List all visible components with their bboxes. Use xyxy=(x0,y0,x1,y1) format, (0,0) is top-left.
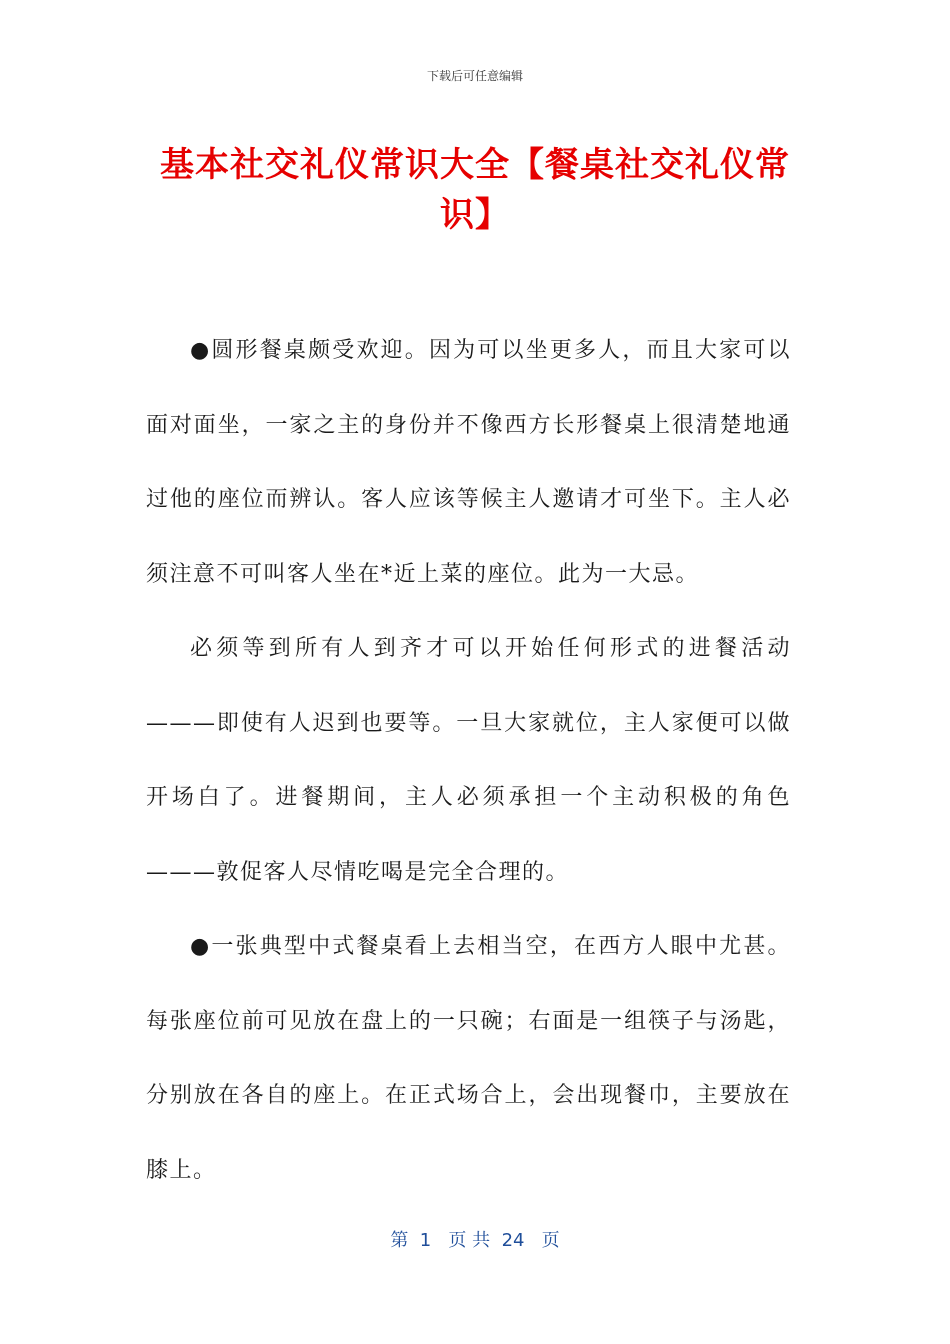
header-note: 下载后可任意编辑 xyxy=(426,69,523,83)
paragraph-2: 必须等到所有人到齐才可以开始任何形式的进餐活动———即使有人迟到也要等。一旦大家就位，主人家便可以做开场白了。进餐期间，主人必须承担一个主动积极的角色———敦促客人尽情吃喝是完全合理的。 xyxy=(146,636,791,885)
document-body xyxy=(146,314,791,1208)
page-title: 基本社交礼仪常识大全【餐桌社交礼仪常识】 xyxy=(160,145,790,235)
page-number: 第 1 页 共 24 页 xyxy=(390,1230,560,1251)
paragraph-3: ●一张典型中式餐桌看上去相当空，在西方人眼中尤甚。每张座位前可见放在盘上的一只碗；右面是一组筷子与汤匙，分别放在各自的座上。在正式场合上，会出现餐巾，主要放在膝上。 xyxy=(146,934,791,1183)
paragraph-1: ●圆形餐桌颇受欢迎。因为可以坐更多人，而且大家可以面对面坐，一家之主的身份并不像西方长形餐桌上很清楚地通过他的座位而辨认。客人应该等候主人邀请才可坐下。主人必须注意不可叫客人坐在*近上菜的座位。此为一大忌。 xyxy=(146,338,791,587)
